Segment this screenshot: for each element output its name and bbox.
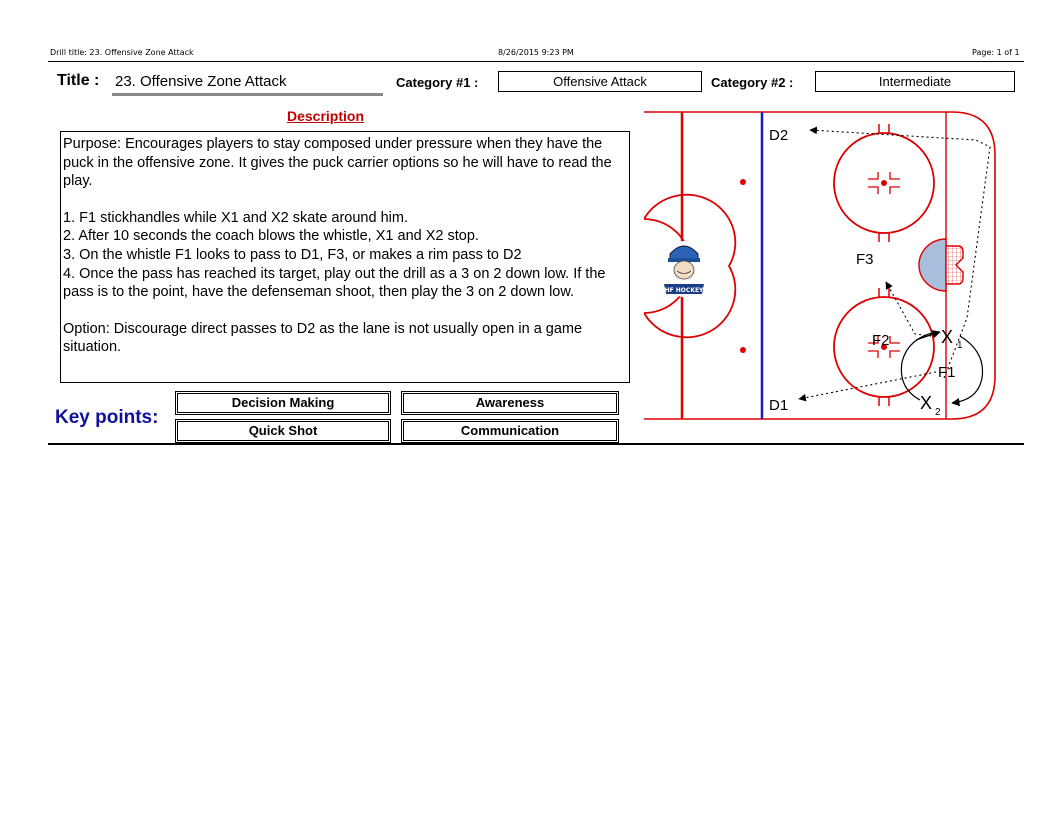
player-x2-sub: 2 (935, 407, 941, 418)
page-number: Page: 1 of 1 (972, 48, 1020, 57)
player-f1: F1 (938, 364, 956, 381)
logo-text: HF HOCKEY (664, 287, 704, 294)
description-box (60, 131, 630, 383)
print-datetime: 8/26/2015 9:23 PM (498, 48, 574, 57)
footer-divider (48, 443, 1024, 445)
title-label: Title : (57, 72, 100, 89)
drill-title-header: Drill title: 23. Offensive Zone Attack (50, 48, 194, 57)
step-2: 2. After 10 seconds the coach blows the whistle, X1 and X2 stop. (63, 228, 479, 245)
faceoff-circle-top (834, 124, 934, 242)
key-point-communication: Communication (401, 419, 619, 443)
key-point-decision-making: Decision Making (175, 391, 391, 415)
title-underline (112, 93, 383, 96)
description-heading: Description (287, 108, 365, 124)
purpose-text: Purpose: Encourages players to stay composed under pressure when they have the puck in the offensive zone. It gives the puck carrier options so he will have to read the play. (63, 136, 612, 190)
player-f3: F3 (856, 251, 874, 268)
category2-value: Intermediate (815, 71, 1015, 92)
hf-hockey-logo (663, 241, 705, 297)
key-points-label: Key points: (55, 407, 159, 428)
player-d1: D1 (769, 397, 789, 414)
key-point-awareness: Awareness (401, 391, 619, 415)
player-d2: D2 (769, 127, 789, 144)
player-x2: X (920, 393, 933, 413)
player-x1: X (941, 327, 954, 347)
faceoff-dot (740, 179, 746, 185)
category1-value: Offensive Attack (498, 71, 702, 92)
option-text: Option: Discourage direct passes to D2 as the lane is not usually open in a game situation. (63, 320, 583, 356)
header-divider (48, 61, 1024, 62)
pass-lines (799, 130, 990, 399)
category1-label: Category #1 : (396, 75, 479, 90)
rink-diagram (644, 108, 1000, 423)
step-1: 1. F1 stickhandles while X1 and X2 skate around him. (63, 209, 408, 226)
faceoff-dot (740, 347, 746, 353)
goal-crease (919, 239, 946, 291)
category2-label: Category #2 : (711, 75, 794, 90)
drill-title: 23. Offensive Zone Attack (115, 73, 287, 90)
key-point-quick-shot: Quick Shot (175, 419, 391, 443)
step-4: 4. Once the pass has reached its target, play out the drill as a 3 on 2 down low. If the pass is to the point, have the defenseman shoot, then play the 3 on 2 down low. (63, 265, 606, 301)
step-3: 3. On the whistle F1 looks to pass to D1, F3, or makes a rim pass to D2 (63, 246, 522, 263)
goal-net (946, 246, 963, 284)
player-x1-sub: 1 (957, 340, 963, 351)
player-f2: F2 (872, 332, 890, 349)
